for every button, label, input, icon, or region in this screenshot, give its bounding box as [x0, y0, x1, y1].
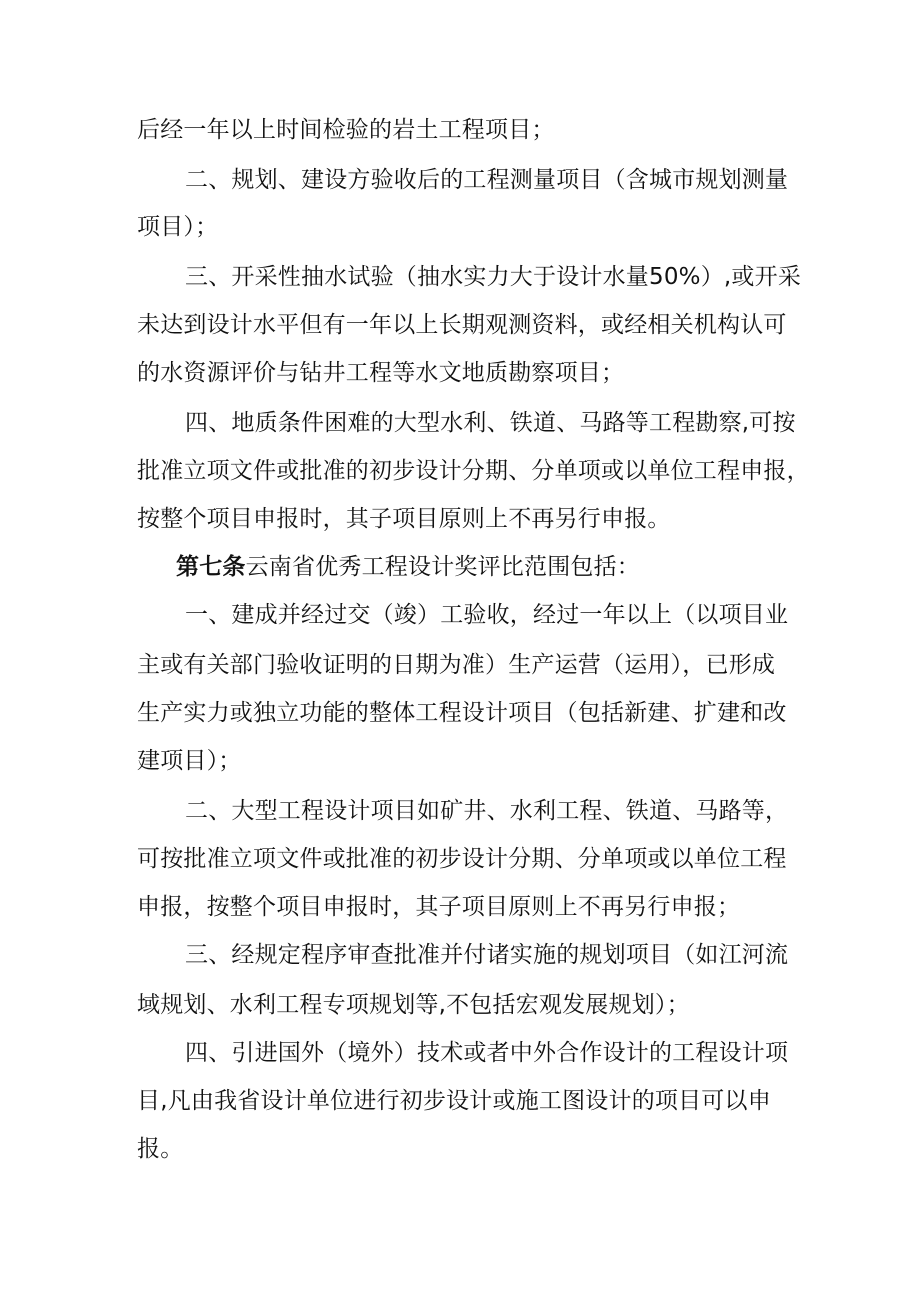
- text-line: 按整个项目申报时，其子项目原则上不再另行申报。: [137, 506, 671, 532]
- text-line: 后经一年以上时间检验的岩土工程项目；: [137, 117, 555, 143]
- text-line: 生产实力或独立功能的整体工程设计项目（包括新建、扩建和改: [137, 700, 787, 726]
- text-line: 三、开采性抽水试验（抽水实力大于设计水量50%）,或开采: [185, 264, 802, 290]
- article-heading-line: 第七条云南省优秀工程设计奖评比范围包括：: [176, 554, 641, 580]
- text-line: 主或有关部门验收证明的日期为准）生产运营（运用），已形成: [137, 652, 776, 678]
- text-line: 一、建成并经过交（竣）工验收，经过一年以上（以项目业: [185, 602, 789, 628]
- text-line: 申报，按整个项目申报时，其子项目原则上不再另行申报；: [137, 894, 741, 920]
- text-line: 报。: [137, 1136, 184, 1162]
- text-line: 的水资源评价与钻井工程等水文地质勘察项目；: [137, 360, 625, 386]
- text-line: 未达到设计水平但有一年以上长期观测资料，或经相关机构认可: [137, 312, 787, 338]
- text-line: 目,凡由我省设计单位进行初步设计或施工图设计的项目可以申: [137, 1088, 771, 1114]
- text-line: 项目）；: [137, 214, 219, 240]
- text-line: 域规划、水利工程专项规划等,不包括宏观发展规划）；: [137, 992, 690, 1018]
- text-line: 三、经规定程序审查批准并付诸实施的规划项目（如江河流: [185, 942, 789, 968]
- text-line: 可按批准立项文件或批准的初步设计分期、分单项或以单位工程: [137, 846, 787, 872]
- text-line: 四、引进国外（境外）技术或者中外合作设计的工程设计项: [185, 1040, 789, 1066]
- text-line: 二、大型工程设计项目如矿井、水利工程、铁道、马路等，: [185, 798, 789, 824]
- text-line: 批准立项文件或批准的初步设计分期、分单项或以单位工程申报，: [137, 458, 810, 484]
- article-label: 第七条: [176, 554, 246, 580]
- text-line: 建项目）；: [137, 748, 242, 774]
- text-line: 二、规划、建设方验收后的工程测量项目（含城市规划测量: [185, 167, 789, 193]
- text-line: 四、地质条件困难的大型水利、铁道、马路等工程勘察,可按: [185, 410, 796, 436]
